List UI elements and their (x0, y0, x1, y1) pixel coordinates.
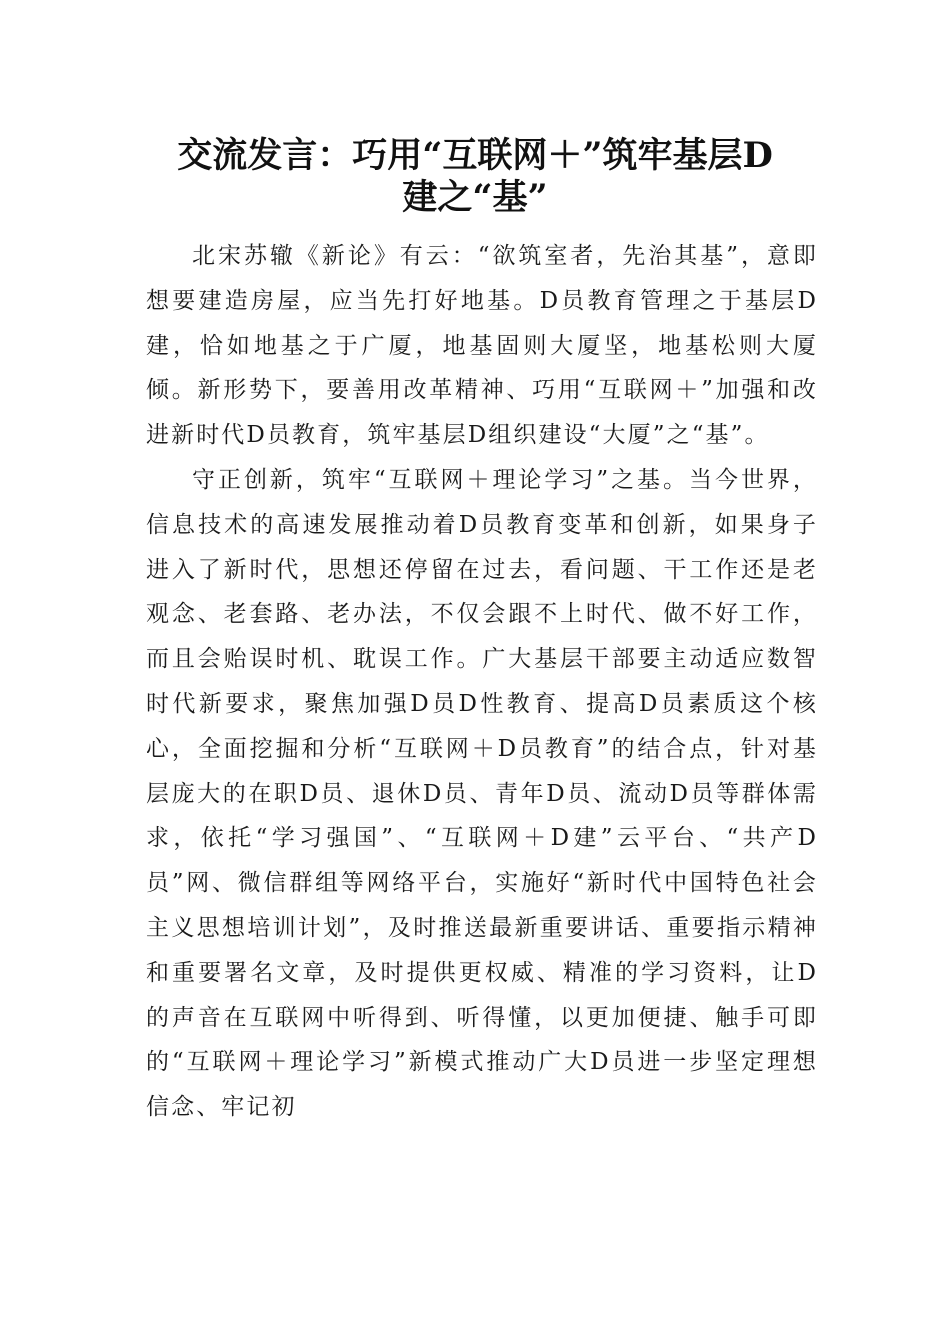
document-body (146, 234, 818, 1130)
paragraph-1: 北宋苏辙《新论》有云：“欲筑室者，先治其基”，意即想要建造房屋，应当先打好地基。D员教育管理之于基层D建，恰如地基之于广厦，地基固则大厦坚，地基松则大厦倾。新形势下，要善用改革精神、巧用“互联网＋”加强和改进新时代D员教育，筑牢基层D组织建设“大厦”之“基”。 (146, 243, 818, 449)
paragraph-2: 守正创新，筑牢“互联网＋理论学习”之基。当今世界，信息技术的高速发展推动着D员教育变革和创新，如果身子进入了新时代，思想还停留在过去，看问题、干工作还是老观念、老套路、老办法，不仅会跟不上时代、做不好工作，而且会贻误时机、耽误工作。广大基层干部要主动适应数智时代新要求，聚焦加强D员D性教育、提高D员素质这个核心，全面挖掘和分析“互联网＋D员教育”的结合点，针对基层庞大的在职D员、退休D员、青年D员、流动D员等群体需求，依托“学习强国”、“互联网＋D建”云平台、“共产D员”网、微信群组等网络平台，实施好“新时代中国特色社会主义思想培训计划”，及时推送最新重要讲话、重要指示精神和重要署名文章，及时提供更权威、精准的学习资料，让D的声音在互联网中听得到、听得懂，以更加便捷、触手可即的“互联网＋理论学习”新模式推动广大D员进一步坚定理想信念、牢记初 (146, 466, 818, 1121)
document-title-line-1: 交流发言：巧用“互联网＋”筑牢基层D (177, 135, 773, 176)
document-title-line-2: 建之“基” (402, 177, 548, 218)
